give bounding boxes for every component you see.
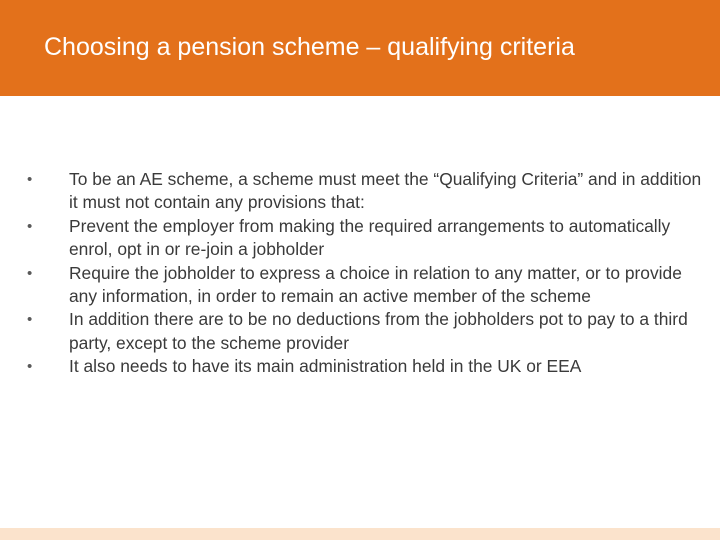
bullet-item: [24, 355, 704, 378]
bullet-item: [24, 262, 704, 309]
bullet-text: Prevent the employer from making the required arrangements to automatically enrol, opt in or re-join a jobholder: [69, 215, 671, 260]
bullet-dot-icon: •: [27, 358, 33, 376]
bullet-text: It also needs to have its main administration held in the UK or EEA: [69, 356, 582, 377]
bullet-item: [24, 308, 704, 355]
bullet-list: [24, 168, 704, 379]
bullet-dot-icon: •: [27, 217, 33, 235]
bullet-text: In addition there are to be no deductions from the jobholders pot to pay to a third party, except to the scheme provider: [69, 309, 688, 353]
bullet-item: [24, 168, 704, 215]
bullet-dot-icon: •: [27, 264, 33, 282]
bullet-text: Require the jobholder to express a choice in relation to any matter, or to provide any information, in order to remain an active member of the scheme: [69, 262, 682, 307]
bullet-dot-icon: •: [27, 311, 33, 329]
slide-title: Choosing a pension scheme – qualifying criteria: [44, 33, 575, 61]
bullet-dot-icon: •: [27, 171, 33, 188]
title-banner: [0, 0, 720, 96]
bullet-item: [24, 215, 704, 262]
bullet-text: To be an AE scheme, a scheme must meet the “Qualifying Criteria” and in addition it must not contain any provisions that:: [69, 169, 702, 213]
footer-band: [0, 528, 720, 540]
